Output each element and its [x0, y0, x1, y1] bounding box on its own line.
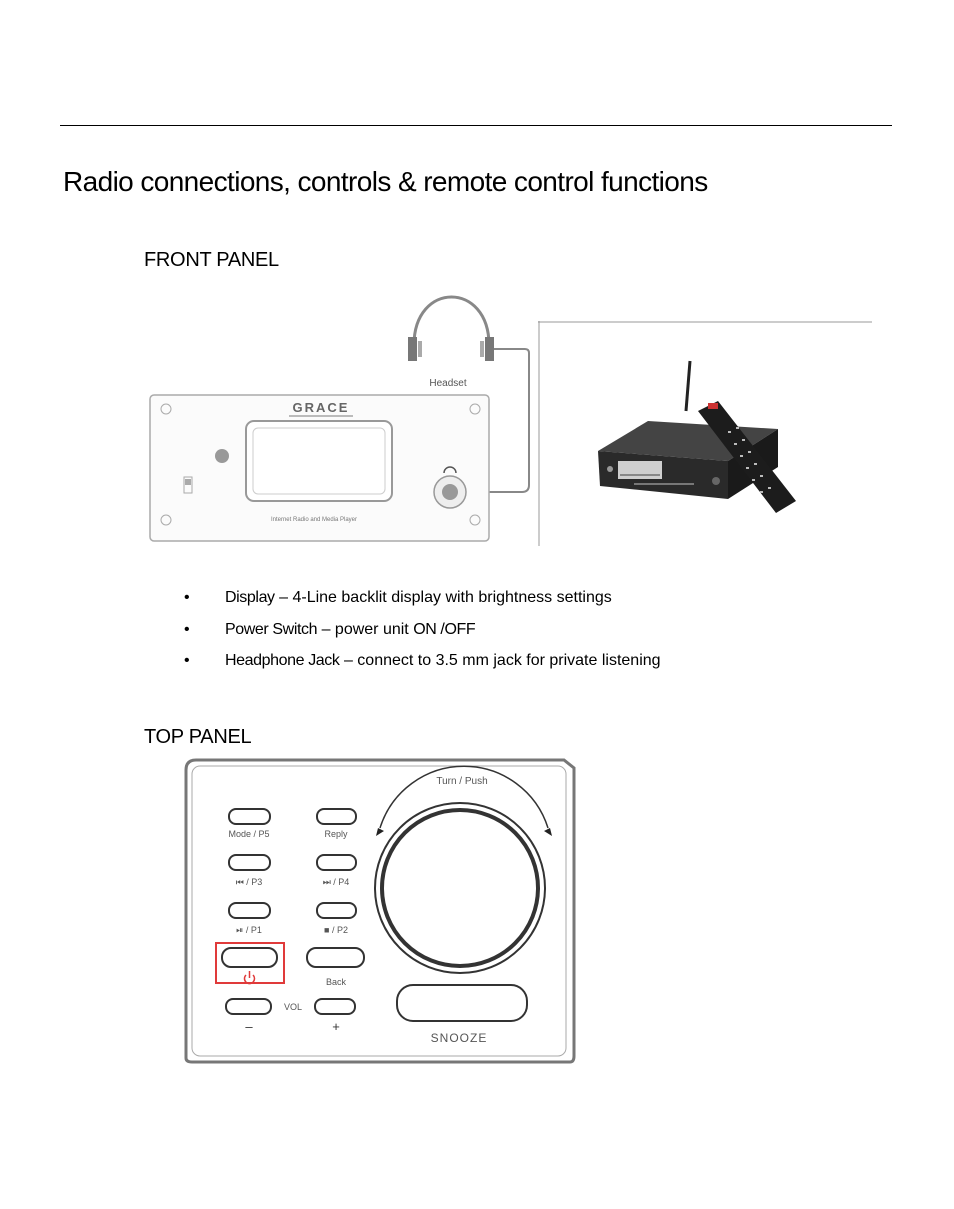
snooze-label: SNOOZE — [430, 1031, 488, 1045]
grace-logo: GRACE — [292, 400, 350, 415]
back-label: Back — [325, 977, 347, 987]
header-rule — [60, 125, 892, 126]
front-panel-heading: FRONT PANEL — [144, 249, 279, 271]
panel-caption: Internet Radio and Media Player — [270, 517, 358, 523]
mode-p5-button[interactable] — [229, 809, 270, 824]
ir-sensor — [215, 449, 229, 463]
reply-label: Reply — [324, 829, 348, 839]
next-p4-button[interactable] — [317, 855, 356, 870]
back-button[interactable] — [307, 948, 364, 967]
feature-description: connect to 3.5 mm jack for private listening — [357, 652, 661, 669]
vol-minus-label: – — [245, 1019, 253, 1034]
feature-separator: – — [339, 652, 358, 669]
play-pause-p1-label: ⏯ / P1 — [236, 925, 262, 935]
next-p4-label: ⏭ / P4 — [322, 877, 350, 887]
prev-p3-button[interactable] — [229, 855, 270, 870]
page-title: Radio connections, controls & remote control functions — [63, 166, 708, 197]
headphones-icon — [414, 297, 489, 345]
stop-p2-button[interactable] — [317, 903, 356, 918]
feature-description-emphasis: ON /OFF — [413, 620, 476, 638]
feature-description: 4-Line backlit display with brightness settings — [292, 589, 612, 606]
mode-p5-label: Mode / P5 — [228, 829, 270, 839]
vol-label: VOL — [283, 1002, 303, 1012]
feature-term: Display — [225, 589, 275, 606]
headset-label: Headset — [429, 378, 467, 389]
product-photo — [538, 321, 872, 546]
volume-up-button[interactable] — [315, 999, 355, 1014]
top-panel-diagram — [182, 758, 578, 1066]
prev-p3-label: ⏮ / P3 — [235, 877, 263, 887]
play-pause-p1-button[interactable] — [229, 903, 270, 918]
reply-button[interactable] — [317, 809, 356, 824]
display-screen — [246, 421, 392, 501]
feature-term: Headphone Jack — [225, 652, 340, 669]
dial-label: Turn / Push — [436, 776, 488, 787]
stop-p2-label: ■ / P2 — [324, 925, 348, 935]
tune-push-dial[interactable] — [375, 803, 545, 973]
snooze-button[interactable] — [397, 985, 527, 1021]
feature-term: Power Switch — [225, 620, 318, 638]
volume-down-button[interactable] — [226, 999, 271, 1014]
feature-separator: – — [274, 589, 293, 606]
top-panel-heading: TOP PANEL — [144, 726, 252, 748]
vol-plus-label: + — [332, 1019, 340, 1034]
front-panel-diagram — [144, 285, 536, 547]
feature-separator: – — [317, 620, 335, 638]
feature-description: power unit — [334, 620, 414, 638]
